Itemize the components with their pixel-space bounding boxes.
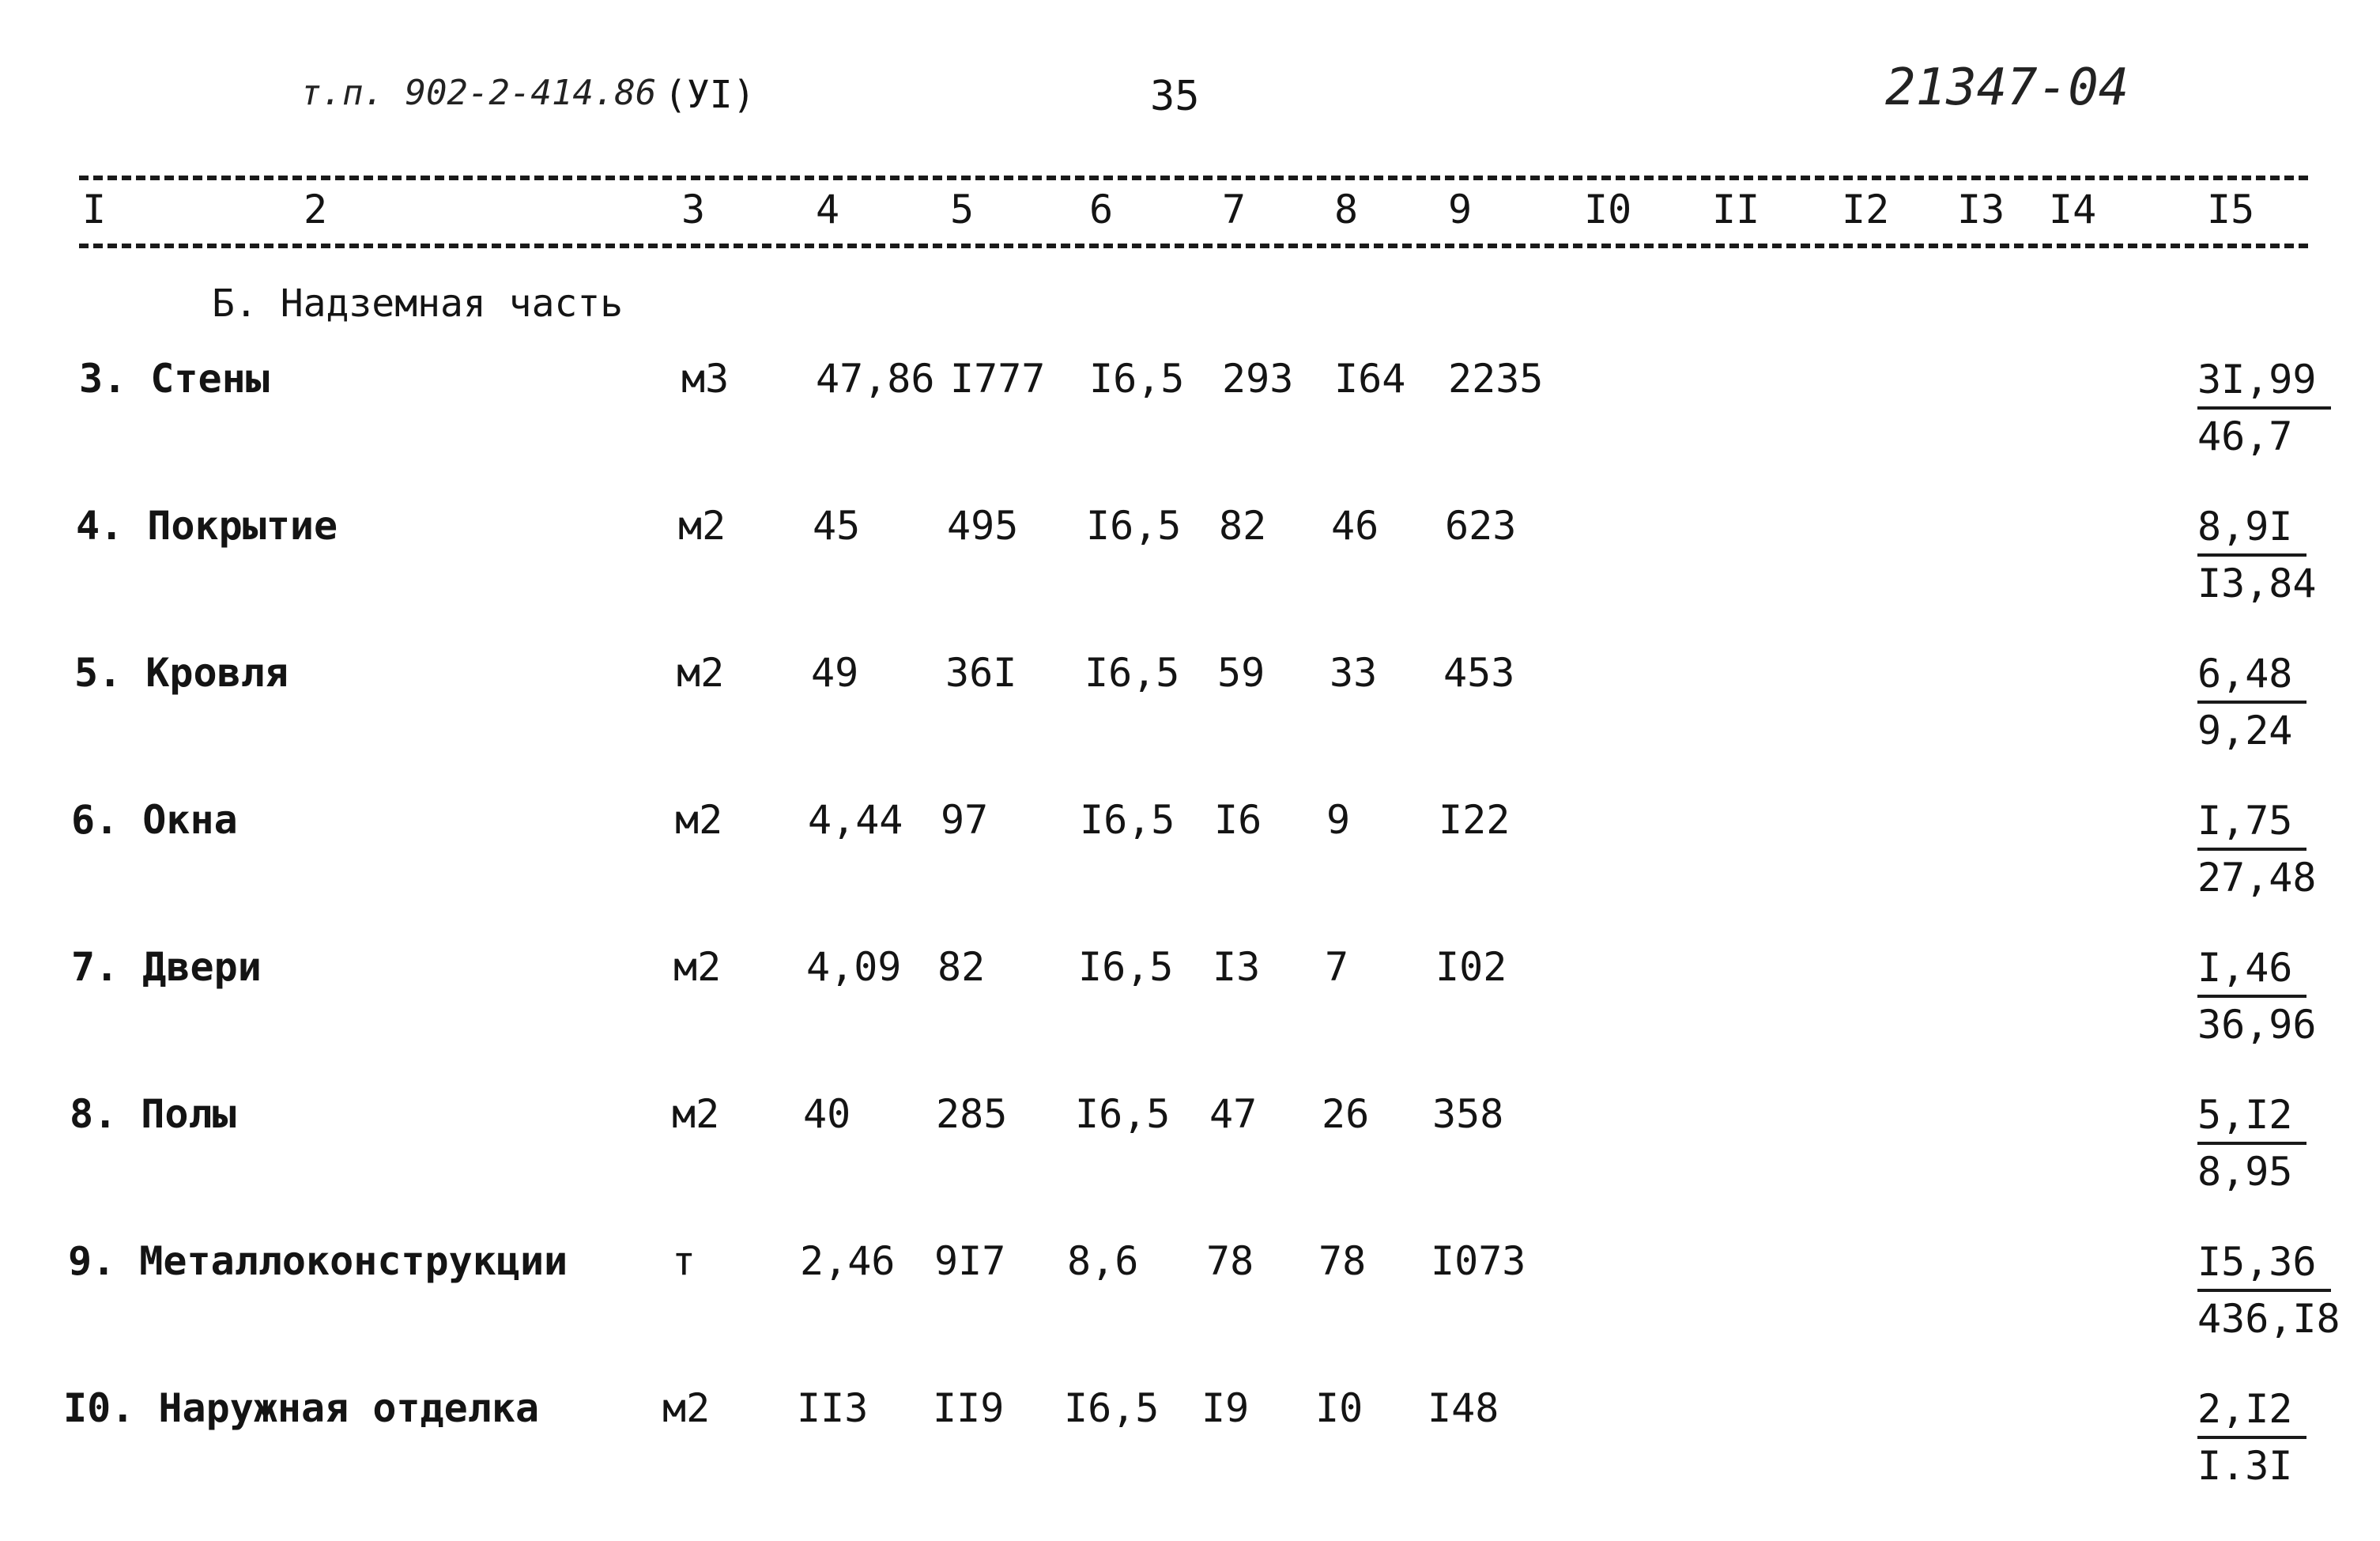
cell-col5: 97 — [941, 797, 989, 843]
row-unit: м2 — [662, 1385, 711, 1431]
cell-col8: 46 — [1331, 503, 1379, 549]
cell-col6: I6,5 — [1084, 650, 1180, 696]
column-header: 6 — [1089, 187, 1114, 232]
cell-col9: I48 — [1428, 1385, 1499, 1431]
cell-col4: 40 — [803, 1091, 851, 1137]
cell-col15-fraction — [2197, 1088, 2306, 1199]
cell-col15-fraction — [2197, 1382, 2306, 1493]
cell-col6: I6,5 — [1086, 503, 1182, 549]
cell-col7: I3 — [1213, 944, 1261, 990]
cell-col5: 82 — [937, 944, 986, 990]
cell-col4: II3 — [797, 1385, 869, 1431]
cell-col8: 78 — [1318, 1238, 1367, 1284]
row-unit: м2 — [675, 797, 723, 843]
cell-col5: I777 — [950, 356, 1046, 402]
section-code: (УI) — [664, 73, 756, 117]
cell-col4: 4,44 — [808, 797, 903, 843]
page-number: 35 — [1150, 73, 1200, 120]
fraction-numerator: 5,I2 — [2197, 1088, 2306, 1145]
cell-col7: 78 — [1206, 1238, 1254, 1284]
cell-col15-fraction — [2197, 1235, 2340, 1346]
header-rule-bottom — [79, 244, 2308, 248]
cell-col7: I9 — [1201, 1385, 1250, 1431]
row-name: I0. Наружная отделка — [63, 1385, 540, 1431]
column-header: I0 — [1584, 187, 1632, 232]
fraction-denominator: 36,96 — [2197, 1002, 2317, 1048]
column-header: 7 — [1222, 187, 1247, 232]
column-header: 9 — [1448, 187, 1473, 232]
column-header: II — [1712, 187, 1760, 232]
cell-col5: 285 — [936, 1091, 1008, 1137]
row-name: 4. Покрытие — [76, 503, 338, 549]
fraction-numerator: 6,48 — [2197, 647, 2306, 704]
section-title: Б. Надземная часть — [212, 281, 624, 326]
cell-col6: I6,5 — [1064, 1385, 1160, 1431]
column-header: I3 — [1957, 187, 2005, 232]
row-name: 8. Полы — [70, 1091, 236, 1137]
fraction-denominator: I3,84 — [2197, 561, 2317, 606]
cell-col8: 9 — [1326, 797, 1351, 843]
column-header: I2 — [1842, 187, 1890, 232]
cell-col15-fraction — [2197, 353, 2331, 463]
fraction-numerator: I,46 — [2197, 941, 2306, 998]
cell-col7: 293 — [1222, 356, 1294, 402]
cell-col4: 47,86 — [816, 356, 935, 402]
project-code: т.п. 902-2-414.86 — [300, 73, 657, 113]
cell-col7: 82 — [1219, 503, 1267, 549]
row-name: 3. Стены — [79, 356, 270, 402]
column-header: 8 — [1334, 187, 1359, 232]
cell-col6: 8,6 — [1067, 1238, 1139, 1284]
row-name: 7. Двери — [71, 944, 262, 990]
cell-col9: I22 — [1439, 797, 1511, 843]
column-header: 2 — [304, 187, 328, 232]
fraction-numerator: 8,9I — [2197, 500, 2306, 557]
cell-col9: 453 — [1443, 650, 1515, 696]
row-unit: м3 — [681, 356, 730, 402]
fraction-numerator: 3I,99 — [2197, 353, 2331, 410]
cell-col8: 7 — [1325, 944, 1349, 990]
fraction-denominator: 8,95 — [2197, 1149, 2293, 1195]
column-header: I5 — [2207, 187, 2255, 232]
row-name: 9. Металлоконструкции — [68, 1238, 568, 1284]
header-rule-top — [79, 176, 2308, 180]
row-name: 6. Окна — [71, 797, 238, 843]
column-header: 3 — [681, 187, 706, 232]
fraction-numerator: I,75 — [2197, 794, 2306, 851]
cell-col15-fraction — [2197, 647, 2306, 757]
cell-col15-fraction — [2197, 941, 2317, 1052]
cell-col7: I6 — [1214, 797, 1262, 843]
cell-col9: 2235 — [1448, 356, 1544, 402]
document-number: 21347-04 — [1885, 59, 2129, 117]
cell-col7: 47 — [1209, 1091, 1258, 1137]
cell-col4: 4,09 — [806, 944, 902, 990]
cell-col5: 36I — [945, 650, 1017, 696]
column-header: 4 — [816, 187, 840, 232]
cell-col4: 45 — [813, 503, 861, 549]
column-header: I — [82, 187, 107, 232]
cell-col4: 49 — [811, 650, 859, 696]
fraction-denominator: 46,7 — [2197, 414, 2293, 459]
fraction-denominator: I.3I — [2197, 1443, 2293, 1489]
cell-col5: 9I7 — [934, 1238, 1006, 1284]
cell-col9: I02 — [1435, 944, 1507, 990]
row-unit: м2 — [673, 944, 722, 990]
cell-col6: I6,5 — [1078, 944, 1174, 990]
column-header: 5 — [950, 187, 975, 232]
cell-col9: 358 — [1432, 1091, 1504, 1137]
fraction-denominator: 436,I8 — [2197, 1296, 2340, 1342]
cell-col6: I6,5 — [1080, 797, 1175, 843]
cell-col8: I64 — [1334, 356, 1406, 402]
cell-col15-fraction — [2197, 500, 2317, 610]
cell-col9: 623 — [1445, 503, 1517, 549]
row-unit: м2 — [678, 503, 726, 549]
cell-col8: 26 — [1322, 1091, 1370, 1137]
row-unit: м2 — [672, 1091, 720, 1137]
fraction-numerator: I5,36 — [2197, 1235, 2331, 1292]
fraction-denominator: 9,24 — [2197, 708, 2293, 754]
cell-col5: 495 — [947, 503, 1019, 549]
cell-col8: I0 — [1315, 1385, 1364, 1431]
cell-col6: I6,5 — [1075, 1091, 1171, 1137]
cell-col15-fraction — [2197, 794, 2317, 905]
fraction-numerator: 2,I2 — [2197, 1382, 2306, 1439]
cell-col5: II9 — [933, 1385, 1005, 1431]
row-unit: т — [672, 1238, 696, 1284]
fraction-denominator: 27,48 — [2197, 855, 2317, 901]
cell-col4: 2,46 — [800, 1238, 896, 1284]
column-header: I4 — [2049, 187, 2097, 232]
row-unit: м2 — [677, 650, 725, 696]
row-name: 5. Кровля — [74, 650, 289, 696]
cell-col6: I6,5 — [1089, 356, 1185, 402]
cell-col8: 33 — [1330, 650, 1378, 696]
cell-col7: 59 — [1217, 650, 1265, 696]
cell-col9: I073 — [1431, 1238, 1526, 1284]
